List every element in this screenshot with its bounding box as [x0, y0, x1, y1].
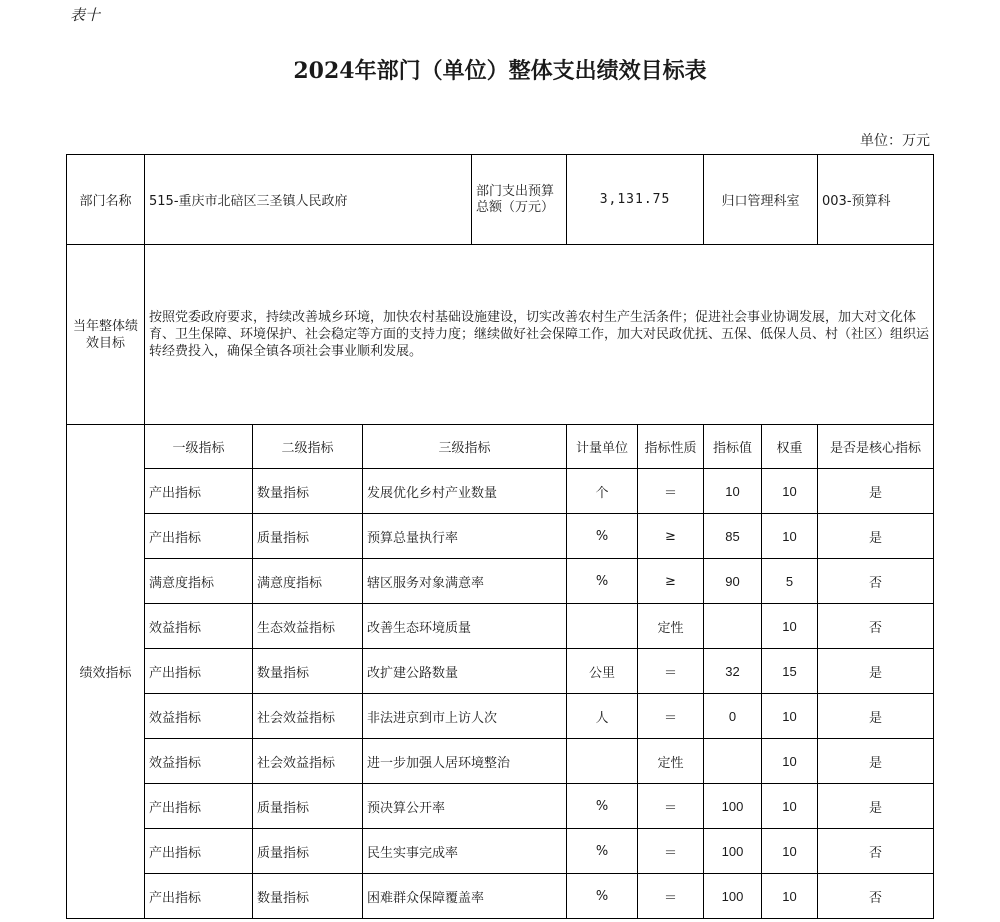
- header-unit: 计量单位: [567, 425, 638, 469]
- unit-cell: 公里: [567, 649, 638, 694]
- weight-cell: 5: [762, 559, 818, 604]
- core-cell: 是: [818, 469, 934, 514]
- level2-cell: 社会效益指标: [253, 694, 363, 739]
- unit-note: 单位：万元: [860, 133, 930, 149]
- nature-cell: ＝: [638, 874, 704, 919]
- level3-cell: 预算总量执行率: [363, 514, 567, 559]
- table-row: [67, 739, 934, 784]
- value-cell: 100: [704, 874, 762, 919]
- mgmt-dept-value: 003-预算科: [818, 155, 934, 245]
- table-row: [67, 559, 934, 604]
- dept-budget-value: 3,131.75: [567, 155, 704, 245]
- value-cell: 32: [704, 649, 762, 694]
- level1-cell: 产出指标: [145, 784, 253, 829]
- unit-cell: %: [567, 874, 638, 919]
- level1-cell: 产出指标: [145, 874, 253, 919]
- core-cell: 否: [818, 874, 934, 919]
- nature-cell: 定性: [638, 739, 704, 784]
- level3-cell: 困难群众保障覆盖率: [363, 874, 567, 919]
- header-value: 指标值: [704, 425, 762, 469]
- dept-budget-label: 部门支出预算总额（万元）: [472, 155, 567, 245]
- header-level3: 三级指标: [363, 425, 567, 469]
- unit-cell: [567, 739, 638, 784]
- nature-cell: ＝: [638, 694, 704, 739]
- value-cell: [704, 604, 762, 649]
- core-cell: 是: [818, 514, 934, 559]
- mgmt-dept-label: 归口管理科室: [704, 155, 818, 245]
- value-cell: 100: [704, 784, 762, 829]
- unit-cell: 人: [567, 694, 638, 739]
- value-cell: 0: [704, 694, 762, 739]
- core-cell: 否: [818, 604, 934, 649]
- level1-cell: 效益指标: [145, 604, 253, 649]
- table-row: [67, 829, 934, 874]
- table-row: [67, 874, 934, 919]
- header-nature: 指标性质: [638, 425, 704, 469]
- value-cell: [704, 739, 762, 784]
- dept-name-value: 515-重庆市北碚区三圣镇人民政府: [145, 155, 472, 245]
- level1-cell: 效益指标: [145, 694, 253, 739]
- unit-cell: [567, 604, 638, 649]
- header-level1: 一级指标: [145, 425, 253, 469]
- header-weight: 权重: [762, 425, 818, 469]
- core-cell: 是: [818, 649, 934, 694]
- core-cell: 是: [818, 739, 934, 784]
- level1-cell: 效益指标: [145, 739, 253, 784]
- unit-cell: %: [567, 514, 638, 559]
- annual-goal-text: 按照党委政府要求，持续改善城乡环境，加快农村基础设施建设，切实改善农村生产生活条件；促进社会事业协调发展，加大对文化体育、卫生保障、环境保护、社会稳定等方面的支持力度；继续做好社会保障工作，加大对民政优抚、五保、低保人员、村（社区）组织运转经费投入，确保全镇各项社会事业顺利发展。: [145, 245, 934, 425]
- core-cell: 否: [818, 829, 934, 874]
- level2-cell: 质量指标: [253, 514, 363, 559]
- header-level2: 二级指标: [253, 425, 363, 469]
- nature-cell: ≥: [638, 559, 704, 604]
- weight-cell: 10: [762, 874, 818, 919]
- level3-cell: 发展优化乡村产业数量: [363, 469, 567, 514]
- level2-cell: 质量指标: [253, 829, 363, 874]
- dept-name-label: 部门名称: [67, 155, 145, 245]
- level3-cell: 非法进京到市上访人次: [363, 694, 567, 739]
- level3-cell: 进一步加强人居环境整治: [363, 739, 567, 784]
- weight-cell: 10: [762, 469, 818, 514]
- unit-cell: %: [567, 829, 638, 874]
- level3-cell: 民生实事完成率: [363, 829, 567, 874]
- core-cell: 是: [818, 784, 934, 829]
- weight-cell: 10: [762, 514, 818, 559]
- weight-cell: 10: [762, 784, 818, 829]
- value-cell: 85: [704, 514, 762, 559]
- indicators-section-label: 绩效指标: [67, 425, 145, 919]
- level1-cell: 满意度指标: [145, 559, 253, 604]
- core-cell: 是: [818, 694, 934, 739]
- table-row: [67, 469, 934, 514]
- unit-cell: %: [567, 559, 638, 604]
- weight-cell: 10: [762, 739, 818, 784]
- header-core: 是否是核心指标: [818, 425, 934, 469]
- level2-cell: 生态效益指标: [253, 604, 363, 649]
- level3-cell: 改善生态环境质量: [363, 604, 567, 649]
- table-row: [67, 604, 934, 649]
- level1-cell: 产出指标: [145, 469, 253, 514]
- nature-cell: ≥: [638, 514, 704, 559]
- nature-cell: ＝: [638, 469, 704, 514]
- document-label: 表十: [70, 6, 101, 24]
- table-row: [67, 784, 934, 829]
- annual-goal-row: [67, 245, 934, 425]
- value-cell: 10: [704, 469, 762, 514]
- level1-cell: 产出指标: [145, 514, 253, 559]
- level3-cell: 预决算公开率: [363, 784, 567, 829]
- table-row: [67, 694, 934, 739]
- table-row: [67, 514, 934, 559]
- nature-cell: ＝: [638, 649, 704, 694]
- table-row: [67, 649, 934, 694]
- indicator-header-row: [67, 425, 934, 469]
- dept-info-row: [67, 155, 934, 245]
- level1-cell: 产出指标: [145, 649, 253, 694]
- level2-cell: 满意度指标: [253, 559, 363, 604]
- core-cell: 否: [818, 559, 934, 604]
- level2-cell: 质量指标: [253, 784, 363, 829]
- weight-cell: 10: [762, 694, 818, 739]
- level3-cell: 改扩建公路数量: [363, 649, 567, 694]
- level2-cell: 数量指标: [253, 874, 363, 919]
- level2-cell: 数量指标: [253, 469, 363, 514]
- annual-goal-label: 当年整体绩效目标: [67, 245, 145, 425]
- page-title: 2024年部门（单位）整体支出绩效目标表: [293, 58, 707, 84]
- level3-cell: 辖区服务对象满意率: [363, 559, 567, 604]
- nature-cell: 定性: [638, 604, 704, 649]
- weight-cell: 15: [762, 649, 818, 694]
- nature-cell: ＝: [638, 784, 704, 829]
- level2-cell: 数量指标: [253, 649, 363, 694]
- weight-cell: 10: [762, 604, 818, 649]
- performance-target-table: [66, 154, 934, 919]
- level2-cell: 社会效益指标: [253, 739, 363, 784]
- weight-cell: 10: [762, 829, 818, 874]
- level1-cell: 产出指标: [145, 829, 253, 874]
- value-cell: 100: [704, 829, 762, 874]
- unit-cell: %: [567, 784, 638, 829]
- value-cell: 90: [704, 559, 762, 604]
- nature-cell: ＝: [638, 829, 704, 874]
- unit-cell: 个: [567, 469, 638, 514]
